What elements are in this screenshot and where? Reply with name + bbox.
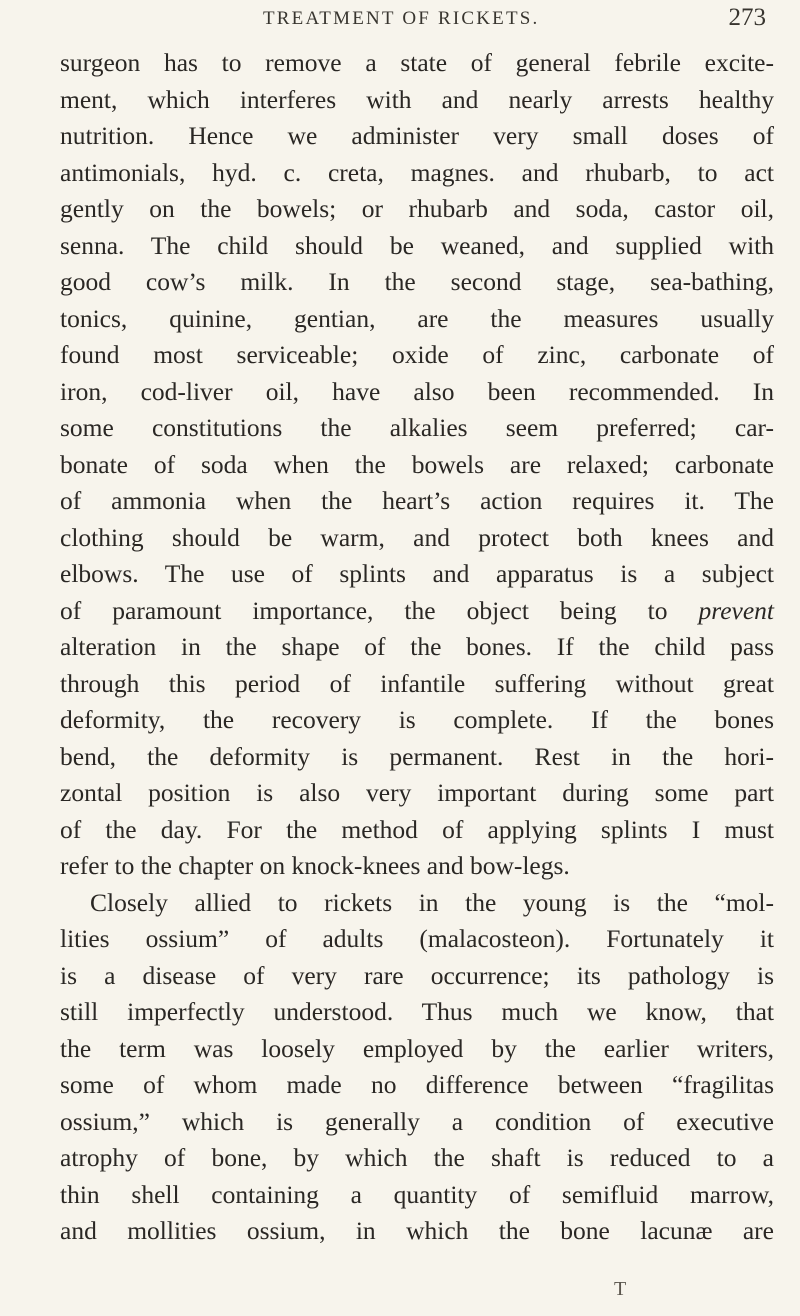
text-line: is a disease of very rare occurrence; its pathology is (60, 960, 774, 990)
text-line: some constitutions the alkalies seem preferred; car- (60, 413, 774, 442)
text-line: and mollities ossium, in which the bone lacunæ are (60, 1216, 774, 1245)
text-line: surgeon has to remove a state of general febrile excite- (60, 48, 774, 77)
text-line: of the day. For the method of applying splints I must (60, 814, 774, 844)
text-line: nutrition. Hence we administer very small doses of (60, 121, 774, 150)
text-line: lities ossium” of adults (malacosteon). Fortunately it (60, 924, 774, 953)
text-line: ment, which interferes with and nearly arrests healthy (60, 84, 774, 114)
text-line: deformity, the recovery is complete. If the bones (60, 705, 774, 734)
text-line: found most serviceable; oxide of zinc, carbonate of (60, 340, 774, 369)
text-line: bonate of soda when the bowels are relaxed; carbonate (60, 449, 774, 479)
text-line: iron, cod-liver oil, have also been recommended. In (60, 376, 774, 406)
text-line: senna. The child should be weaned, and supplied with (60, 230, 774, 260)
text-line: of ammonia when the heart’s action requires it. The (60, 486, 774, 515)
text-line: atrophy of bone, by which the shaft is reduced to a (60, 1143, 774, 1172)
text-line-start: of paramount importance, the object being to (60, 595, 668, 625)
text-line: still imperfectly understood. Thus much we know, that (60, 997, 774, 1026)
emphasized-word: prevent (698, 595, 775, 625)
text-line: gently on the bowels; or rhubarb and soda, castor oil, (60, 194, 774, 223)
text-line: through this period of infantile suffering without great (60, 668, 774, 698)
text-line: zontal position is also very important during some part (60, 778, 774, 807)
text-line: thin shell containing a quantity of semifluid marrow, (60, 1179, 774, 1209)
text-line: ossium,” which is generally a condition of executive (60, 1106, 774, 1136)
page-number: 273 (728, 4, 766, 31)
text-line: the term was loosely employed by the earlier writers, (60, 1033, 774, 1063)
text-line: good cow’s milk. In the second stage, sea-bathing, (60, 267, 774, 296)
running-head (0, 2, 800, 32)
body-text (60, 45, 774, 1250)
text-line: antimonials, hyd. c. creta, magnes. and rhubarb, to act (60, 157, 774, 187)
printer-signature-mark: T (614, 1278, 627, 1300)
running-title: TREATMENT OF RICKETS. (263, 8, 540, 29)
paragraph-start-line: Closely allied to rickets in the young is the “mol- (90, 887, 774, 917)
text-line: tonics, quinine, gentian, are the measures usually (60, 303, 774, 333)
text-line: bend, the deformity is permanent. Rest in the hori- (60, 741, 774, 771)
text-line: clothing should be warm, and protect both knees and (60, 522, 774, 552)
text-line: elbows. The use of splints and apparatus is a subject (60, 559, 774, 588)
paragraph-end-line: refer to the chapter on knock-knees and bow-legs. (60, 851, 570, 880)
text-line-with-emphasis (60, 593, 774, 630)
text-line: some of whom made no difference between “fragilitas (60, 1070, 774, 1099)
text-line: alteration in the shape of the bones. If the child pass (60, 632, 774, 661)
